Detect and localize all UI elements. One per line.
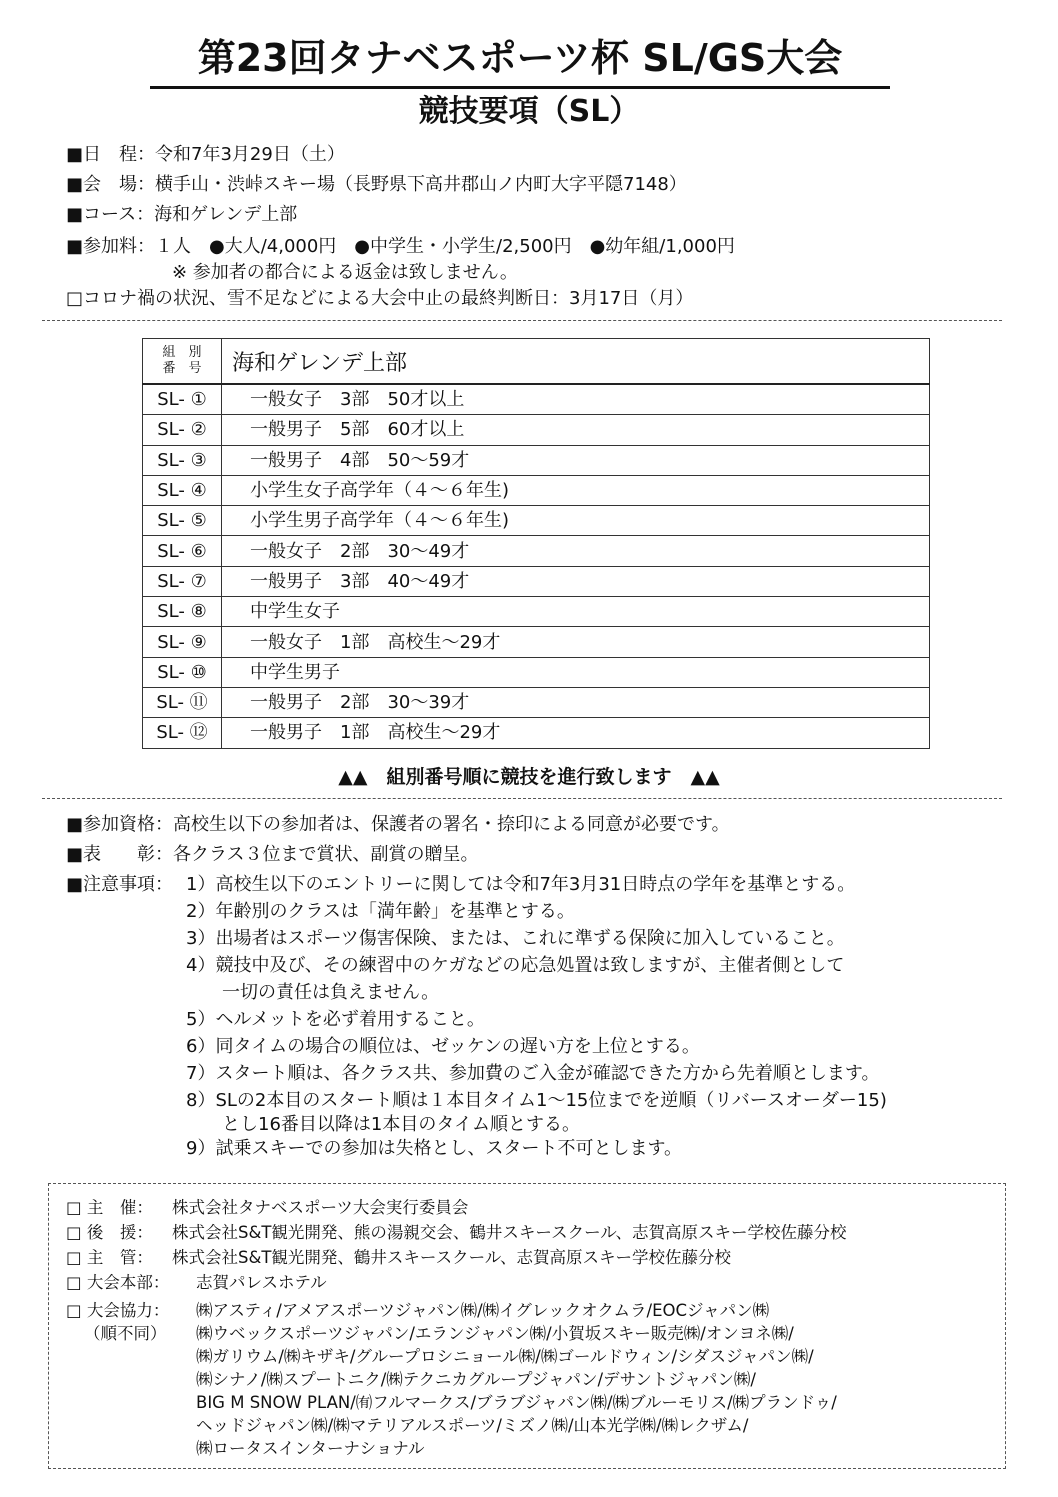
class-number: SL- ⑩ bbox=[143, 657, 222, 687]
class-name: 一般男子 5部 60才以上 bbox=[222, 415, 930, 445]
class-name: 小学生女子高学年（４～６年生) bbox=[222, 475, 930, 505]
table-row bbox=[143, 627, 930, 657]
divider bbox=[42, 798, 1002, 799]
support-text: 株式会社S&T観光開発、熊の湯親交会、鶴井スキースクール、志賀高原スキー学校佐藤分校 bbox=[172, 1223, 847, 1242]
info-cancel-date: □コロナ禍の状況、雪不足などによる大会中止の最終判断日：3月17日（月） bbox=[66, 288, 694, 309]
eligibility-text: ■参加資格：高校生以下の参加者は、保護者の署名・捺印による同意が必要です。 bbox=[66, 814, 730, 835]
table-row bbox=[143, 597, 930, 627]
table-row bbox=[143, 475, 930, 505]
header-label-top: 組 別 bbox=[162, 345, 202, 360]
class-number: SL- ⑫ bbox=[143, 718, 222, 748]
class-name: 一般女子 1部 高校生～29才 bbox=[222, 627, 930, 657]
note-item: 4）競技中及び、その練習中のケガなどの応急処置は致しますが、主催者側として bbox=[186, 955, 845, 976]
note-item: とし16番目以降は1本目のタイム順とする。 bbox=[222, 1114, 580, 1135]
class-number: SL- ① bbox=[143, 384, 222, 415]
coop-line: ㈱アスティ/アメアスポーツジャパン㈱/㈱イグレックオクムラ/EOCジャパン㈱ bbox=[196, 1301, 770, 1320]
class-name: 一般男子 4部 50～59才 bbox=[222, 445, 930, 475]
divider bbox=[42, 320, 1002, 321]
info-date: ■日 程：令和7年3月29日（土） bbox=[66, 144, 345, 165]
class-number: SL- ⑥ bbox=[143, 536, 222, 566]
coop-sub-label: （順不同） bbox=[84, 1324, 167, 1343]
class-number: SL- ⑪ bbox=[143, 687, 222, 717]
order-note: ▲▲ 組別番号順に競技を進行致します ▲▲ bbox=[338, 766, 720, 788]
header-label-bottom: 番 号 bbox=[162, 361, 202, 376]
note-item: 6）同タイムの場合の順位は、ゼッケンの遅い方を上位とする。 bbox=[186, 1036, 700, 1057]
table-row bbox=[143, 687, 930, 717]
coop-line: ヘッドジャパン㈱/㈱マテリアルスポーツ/ミズノ㈱/山本光学㈱/㈱レクザム/ bbox=[196, 1416, 749, 1435]
class-number: SL- ⑦ bbox=[143, 566, 222, 596]
note-item: 5）ヘルメットを必ず着用すること。 bbox=[186, 1009, 485, 1030]
coop-line: BIG M SNOW PLAN/㈲フルマークス/ブラブジャパン㈱/㈱ブルーモリス/㈱プランドゥ/ bbox=[196, 1393, 837, 1412]
table-row bbox=[143, 506, 930, 536]
note-item: 7）スタート順は、各クラス共、参加費のご入金が確認できた方から先着順とします。 bbox=[186, 1063, 880, 1084]
hq-label: □ 大会本部： bbox=[66, 1273, 170, 1292]
table-row bbox=[143, 536, 930, 566]
info-venue: ■会 場：横手山・渋峠スキー場（長野県下高井郡山ノ内町大字平隠7148） bbox=[66, 174, 687, 195]
class-number: SL- ③ bbox=[143, 445, 222, 475]
note-item: 1）高校生以下のエントリーに関しては令和7年3月31日時点の学年を基準とする。 bbox=[186, 874, 856, 895]
host-label: □ 主 催： bbox=[66, 1198, 153, 1217]
table-row bbox=[143, 718, 930, 748]
hq-text: 志賀パレスホテル bbox=[196, 1273, 327, 1292]
note-item: 一切の責任は負えません。 bbox=[222, 982, 440, 1003]
table-header-row bbox=[143, 339, 930, 385]
notes-label: ■注意事項： bbox=[66, 874, 174, 895]
class-name: 小学生男子高学年（４～６年生) bbox=[222, 506, 930, 536]
class-number: SL- ⑧ bbox=[143, 597, 222, 627]
table-row bbox=[143, 415, 930, 445]
coop-label: □ 大会協力： bbox=[66, 1301, 170, 1320]
page-subtitle: 競技要項（SL） bbox=[418, 94, 640, 129]
manage-label: □ 主 管： bbox=[66, 1248, 153, 1267]
coop-line: ㈱ウベックスポーツジャパン/エランジャパン㈱/小賀坂スキー販売㈱/オンヨネ㈱/ bbox=[196, 1324, 794, 1343]
info-refund-note: ※ 参加者の都合による返金は致しません。 bbox=[172, 262, 518, 283]
coop-line: ㈱ロータスインターナショナル bbox=[196, 1439, 425, 1458]
page-title: 第23回タナベスポーツ杯 SL/GS大会 bbox=[150, 30, 890, 89]
note-item: 9）試乗スキーでの参加は失格とし、スタート不可とします。 bbox=[186, 1138, 683, 1159]
support-label: □ 後 援： bbox=[66, 1223, 153, 1242]
class-name: 一般男子 1部 高校生～29才 bbox=[222, 718, 930, 748]
class-name: 一般女子 2部 30～49才 bbox=[222, 536, 930, 566]
note-item: 8）SLの2本目のスタート順は１本目タイム1～15位までを逆順（リバースオーダー15) bbox=[186, 1090, 887, 1111]
class-number: SL- ⑨ bbox=[143, 627, 222, 657]
awards-text: ■表 彰：各クラス３位まで賞状、副賞の贈呈。 bbox=[66, 844, 479, 865]
table-row bbox=[143, 657, 930, 687]
class-number: SL- ⑤ bbox=[143, 506, 222, 536]
group-number-header bbox=[143, 339, 222, 385]
table-row bbox=[143, 445, 930, 475]
coop-line: ㈱ガリウム/㈱キザキ/グループロシニョール㈱/㈱ゴールドウィン/シダスジャパン㈱/ bbox=[196, 1347, 814, 1366]
manage-text: 株式会社S&T観光開発、鶴井スキースクール、志賀高原スキー学校佐藤分校 bbox=[172, 1248, 731, 1267]
table-row bbox=[143, 384, 930, 415]
note-item: 2）年齢別のクラスは「満年齢」を基準とする。 bbox=[186, 901, 575, 922]
class-name: 一般男子 3部 40～49才 bbox=[222, 566, 930, 596]
course-header: 海和ゲレンデ上部 bbox=[222, 339, 930, 385]
class-name: 一般女子 3部 50才以上 bbox=[222, 384, 930, 415]
coop-line: ㈱シナノ/㈱スプートニク/㈱テクニカグループジャパン/デサントジャパン㈱/ bbox=[196, 1370, 756, 1389]
class-name: 中学生女子 bbox=[222, 597, 930, 627]
note-item: 3）出場者はスポーツ傷害保険、または、これに準ずる保険に加入していること。 bbox=[186, 928, 845, 949]
class-name: 中学生男子 bbox=[222, 657, 930, 687]
info-course: ■コース：海和ゲレンデ上部 bbox=[66, 204, 298, 225]
host-text: 株式会社タナベスポーツ大会実行委員会 bbox=[172, 1198, 469, 1217]
class-number: SL- ④ bbox=[143, 475, 222, 505]
class-name: 一般男子 2部 30～39才 bbox=[222, 687, 930, 717]
class-table bbox=[142, 338, 930, 749]
class-number: SL- ② bbox=[143, 415, 222, 445]
table-row bbox=[143, 566, 930, 596]
info-fee: ■参加料：１人 ●大人/4,000円 ●中学生・小学生/2,500円 ●幼年組/1,000円 bbox=[66, 236, 735, 257]
